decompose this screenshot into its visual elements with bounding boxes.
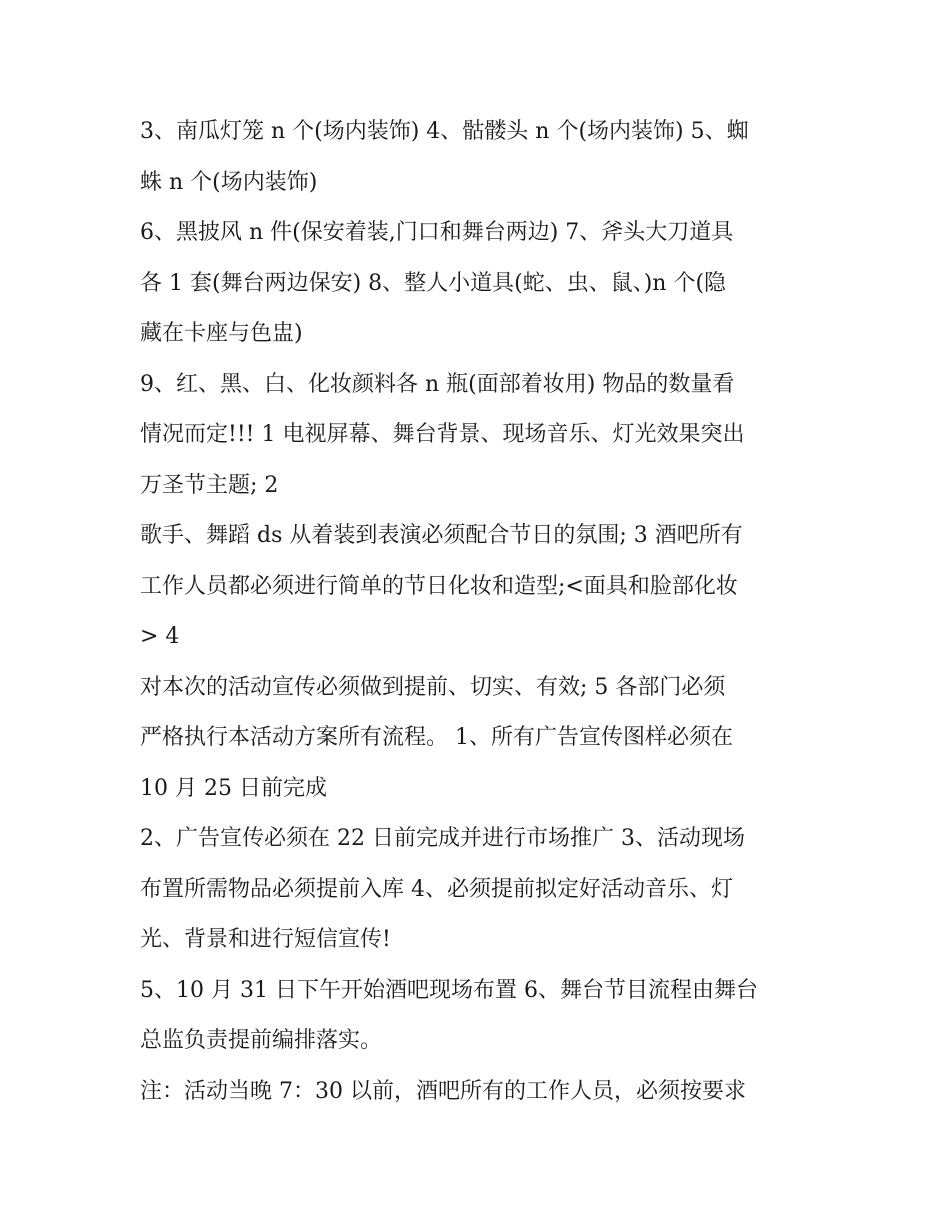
text-line: 光、背景和进行短信宣传!: [140, 927, 391, 952]
text-line: 各 1 套(舞台两边保安) 8、整人小道具(蛇、虫、鼠、)n 个(隐: [140, 270, 727, 296]
text-line: 10 月 25 日前完成: [140, 775, 327, 801]
text-line: 注：活动当晚 7：30 以前，酒吧所有的工作人员，必须按要求: [140, 1078, 746, 1104]
text-line: 2、广告宣传必须在 22 日前完成并进行市场推广 3、活动现场: [140, 826, 745, 851]
text-line: 情况而定!!! 1 电视屏幕、舞台背景、现场音乐、灯光效果突出: [140, 422, 745, 447]
text-line: 总监负责提前编排落实。: [140, 1028, 383, 1053]
text-line: 对本次的活动宣传必须做到提前、切实、有效; 5 各部门必须: [140, 674, 726, 700]
text-line: 蛛 n 个(场内装饰): [140, 169, 318, 195]
text-line: 6、黑披风 n 件(保安着装,门口和舞台两边) 7、斧头大刀道具: [140, 220, 734, 245]
text-line: 万圣节主题; 2: [140, 472, 279, 498]
text-line: 3、南瓜灯笼 n 个(场内装饰) 4、骷髅头 n 个(场内装饰) 5、蜘: [140, 119, 749, 144]
text-line: 5、10 月 31 日下午开始酒吧现场布置 6、舞台节目流程由舞台: [140, 977, 758, 1003]
text-line: 严格执行本活动方案所有流程。 1、所有广告宣传图样必须在: [140, 725, 733, 750]
text-line: 布置所需物品必须提前入库 4、必须提前拟定好活动音乐、灯: [140, 876, 733, 902]
text-line: 藏在卡座与色盅): [140, 321, 303, 346]
text-line: 9、红、黑、白、化妆颜料各 n 瓶(面部着妆用) 物品的数量看: [140, 371, 735, 397]
text-line: 工作人员都必须进行简单的节日化妆和造型;<面具和脸部化妆: [140, 573, 738, 599]
document-body: [140, 107, 820, 1117]
text-line: 歌手、舞蹈 ds 从着装到表演必须配合节日的氛围; 3 酒吧所有: [140, 523, 743, 548]
text-line: > 4: [140, 624, 180, 649]
